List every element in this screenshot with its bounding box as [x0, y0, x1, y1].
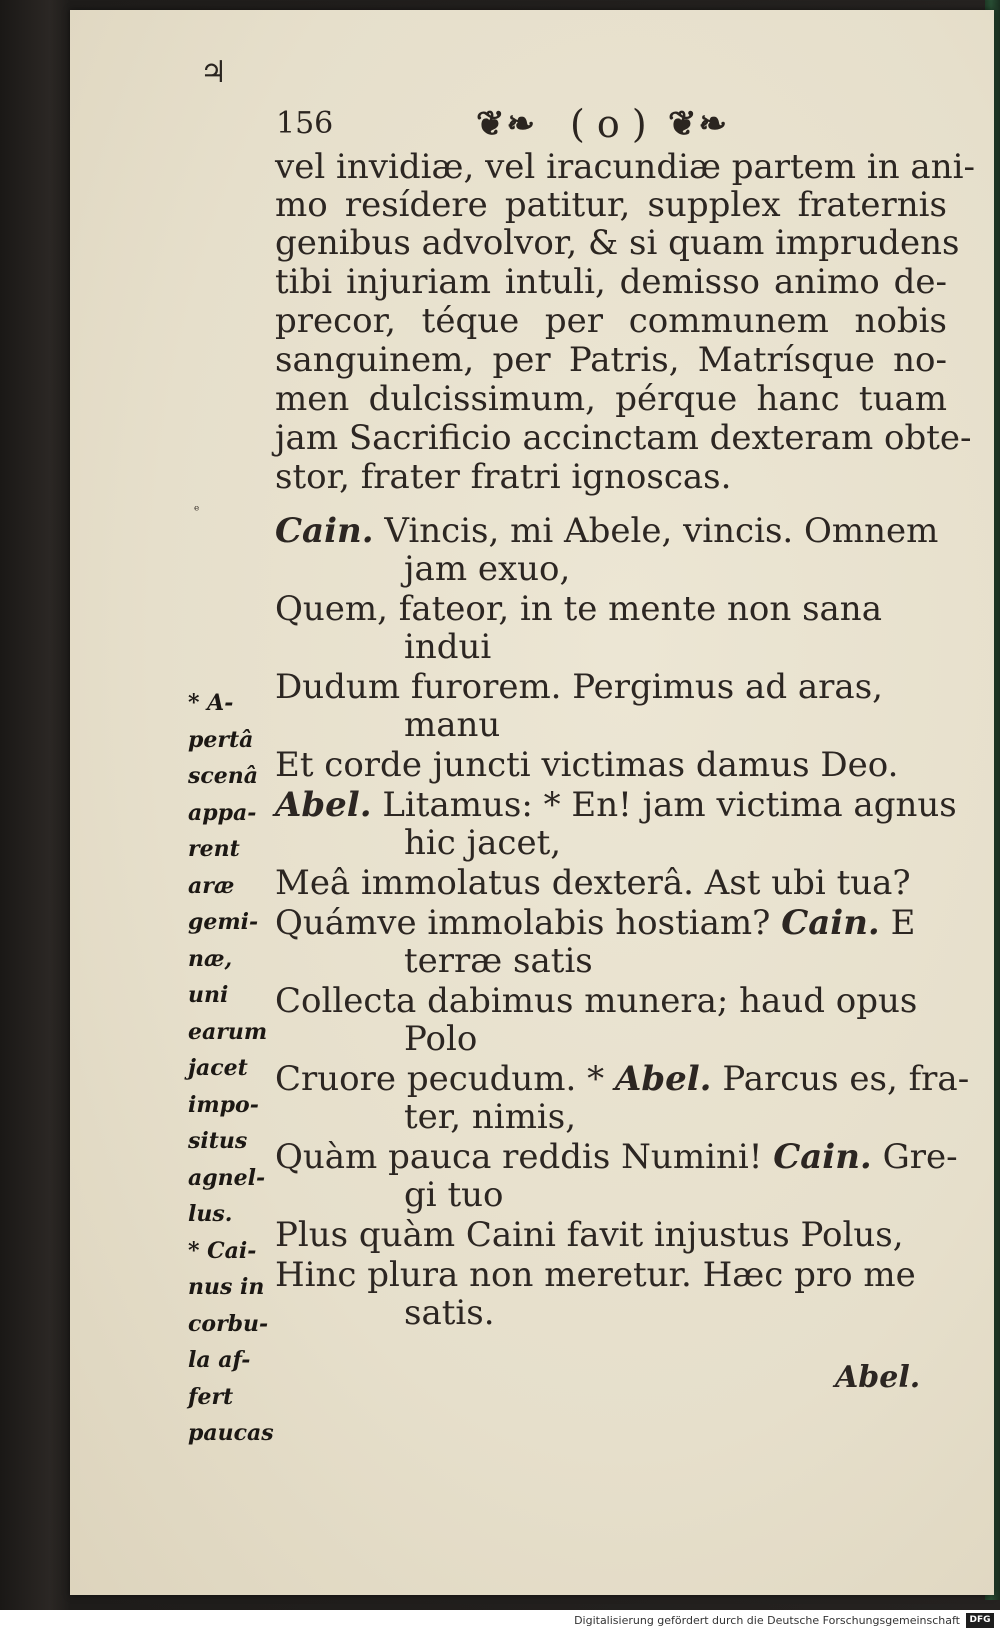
text-line: Hinc plura non meretur. Hæc pro me	[275, 1255, 916, 1295]
margin-note	[188, 685, 278, 1452]
stray-mark: ᵉ	[194, 503, 200, 519]
text-line: men dulcissimum, pérque hanc tuam	[275, 379, 947, 419]
margin-note-line: gemi-	[188, 909, 259, 935]
ornament-right-icon: ❦❧	[668, 104, 729, 144]
margin-note-line: agnel-	[188, 1164, 266, 1191]
text-line: Dudum furorem. Pergimus ad aras,	[275, 667, 883, 707]
margin-note-line: la af-	[188, 1347, 251, 1373]
margin-note-line: situs	[188, 1128, 248, 1154]
text-line: stor, frater fratri ignoscas.	[275, 457, 732, 497]
dfg-logo: DFG	[966, 1613, 994, 1628]
text-line: mo resídere patitur, supplex fraternis	[275, 185, 947, 225]
page-number: 156	[276, 106, 334, 141]
text-line: vel invidiæ, vel iracundiæ partem in ani-	[275, 147, 975, 187]
margin-note-line: pertâ	[188, 726, 254, 753]
speaker-name: Abel.	[275, 785, 372, 825]
speech-text: Parcus es, fra-	[711, 1059, 970, 1099]
margin-note-line: paucas	[188, 1420, 274, 1446]
margin-note-line: appa-	[188, 799, 257, 826]
speaker-name: Cain.	[781, 903, 880, 943]
speech-text: E	[879, 903, 916, 943]
speech-text: Cruore pecudum. *	[275, 1059, 605, 1099]
speaker-name: Cain.	[773, 1137, 872, 1177]
credit-text: Digitalisierung gefördert durch die Deutsche Forschungsgemeinschaft	[574, 1614, 960, 1627]
margin-note-line: lus.	[188, 1201, 233, 1227]
catchword: Abel.	[835, 1360, 921, 1395]
corner-glyph-icon: ♃	[200, 55, 227, 90]
speech-text: Quámve immolabis hostiam?	[275, 903, 771, 943]
header-center: ( o )	[570, 102, 647, 146]
text-line: Polo	[404, 1019, 478, 1059]
speech-line	[275, 1060, 969, 1098]
margin-note-line: * A-	[188, 690, 234, 716]
text-line: genibus advolvor, & si quam imprudens	[275, 223, 960, 263]
text-line: Meâ immolatus dexterâ. Ast ubi tua?	[275, 863, 911, 903]
speech-text: Gre-	[871, 1137, 958, 1177]
speech-line	[275, 786, 957, 824]
speech-line	[275, 512, 938, 550]
text-line: tibi injuriam intuli, demisso animo de-	[275, 262, 947, 302]
speaker-name: Cain.	[275, 511, 374, 551]
text-line: manu	[404, 705, 501, 745]
text-line: Quem, fateor, in te mente non sana	[275, 589, 882, 629]
margin-note-line: * Cai-	[188, 1237, 257, 1264]
margin-note-line: corbu-	[188, 1310, 269, 1337]
ornament-left-icon: ❦❧	[476, 104, 537, 144]
text-line: Et corde juncti victimas damus Deo.	[275, 745, 899, 785]
text-line: gi tuo	[404, 1175, 504, 1215]
speech-text: Litamus: * En! jam victima agnus	[371, 785, 957, 825]
text-line: jam exuo,	[404, 549, 571, 589]
speech-text: Vincis, mi Abele, vincis. Omnem	[373, 511, 939, 551]
text-line: satis.	[404, 1293, 495, 1333]
margin-note-line: næ, uni	[188, 945, 233, 1008]
margin-note-line: aræ	[188, 872, 235, 899]
text-line: indui	[404, 627, 492, 667]
text-line: jam Sacrificio accinctam dexteram obte-	[275, 418, 972, 458]
speaker-name: Abel.	[614, 1059, 712, 1099]
text-line: ter, nimis,	[404, 1097, 577, 1137]
text-line: Collecta dabimus munera; haud opus	[275, 981, 918, 1021]
text-line: precor, téque per communem nobis	[275, 301, 947, 341]
margin-note-line: fert	[188, 1383, 234, 1410]
margin-note-line: nus in	[188, 1274, 265, 1300]
margin-note-line: earum	[188, 1018, 268, 1045]
margin-note-line: impo-	[188, 1091, 259, 1118]
text-line: terræ satis	[404, 941, 593, 981]
digitization-credit-bar	[0, 1610, 1000, 1632]
text-line: Plus quàm Caini favit injustus Polus,	[275, 1215, 904, 1255]
speech-line	[275, 904, 915, 942]
speech-line	[275, 1138, 958, 1176]
text-line: sanguinem, per Patris, Matrísque no-	[275, 340, 947, 380]
speech-text: Quàm pauca reddis Numini!	[275, 1137, 763, 1177]
margin-note-line: scenâ	[188, 763, 259, 789]
margin-note-line: jacet	[188, 1055, 248, 1081]
margin-note-line: rent	[188, 836, 240, 862]
text-line: hic jacet,	[404, 823, 562, 863]
